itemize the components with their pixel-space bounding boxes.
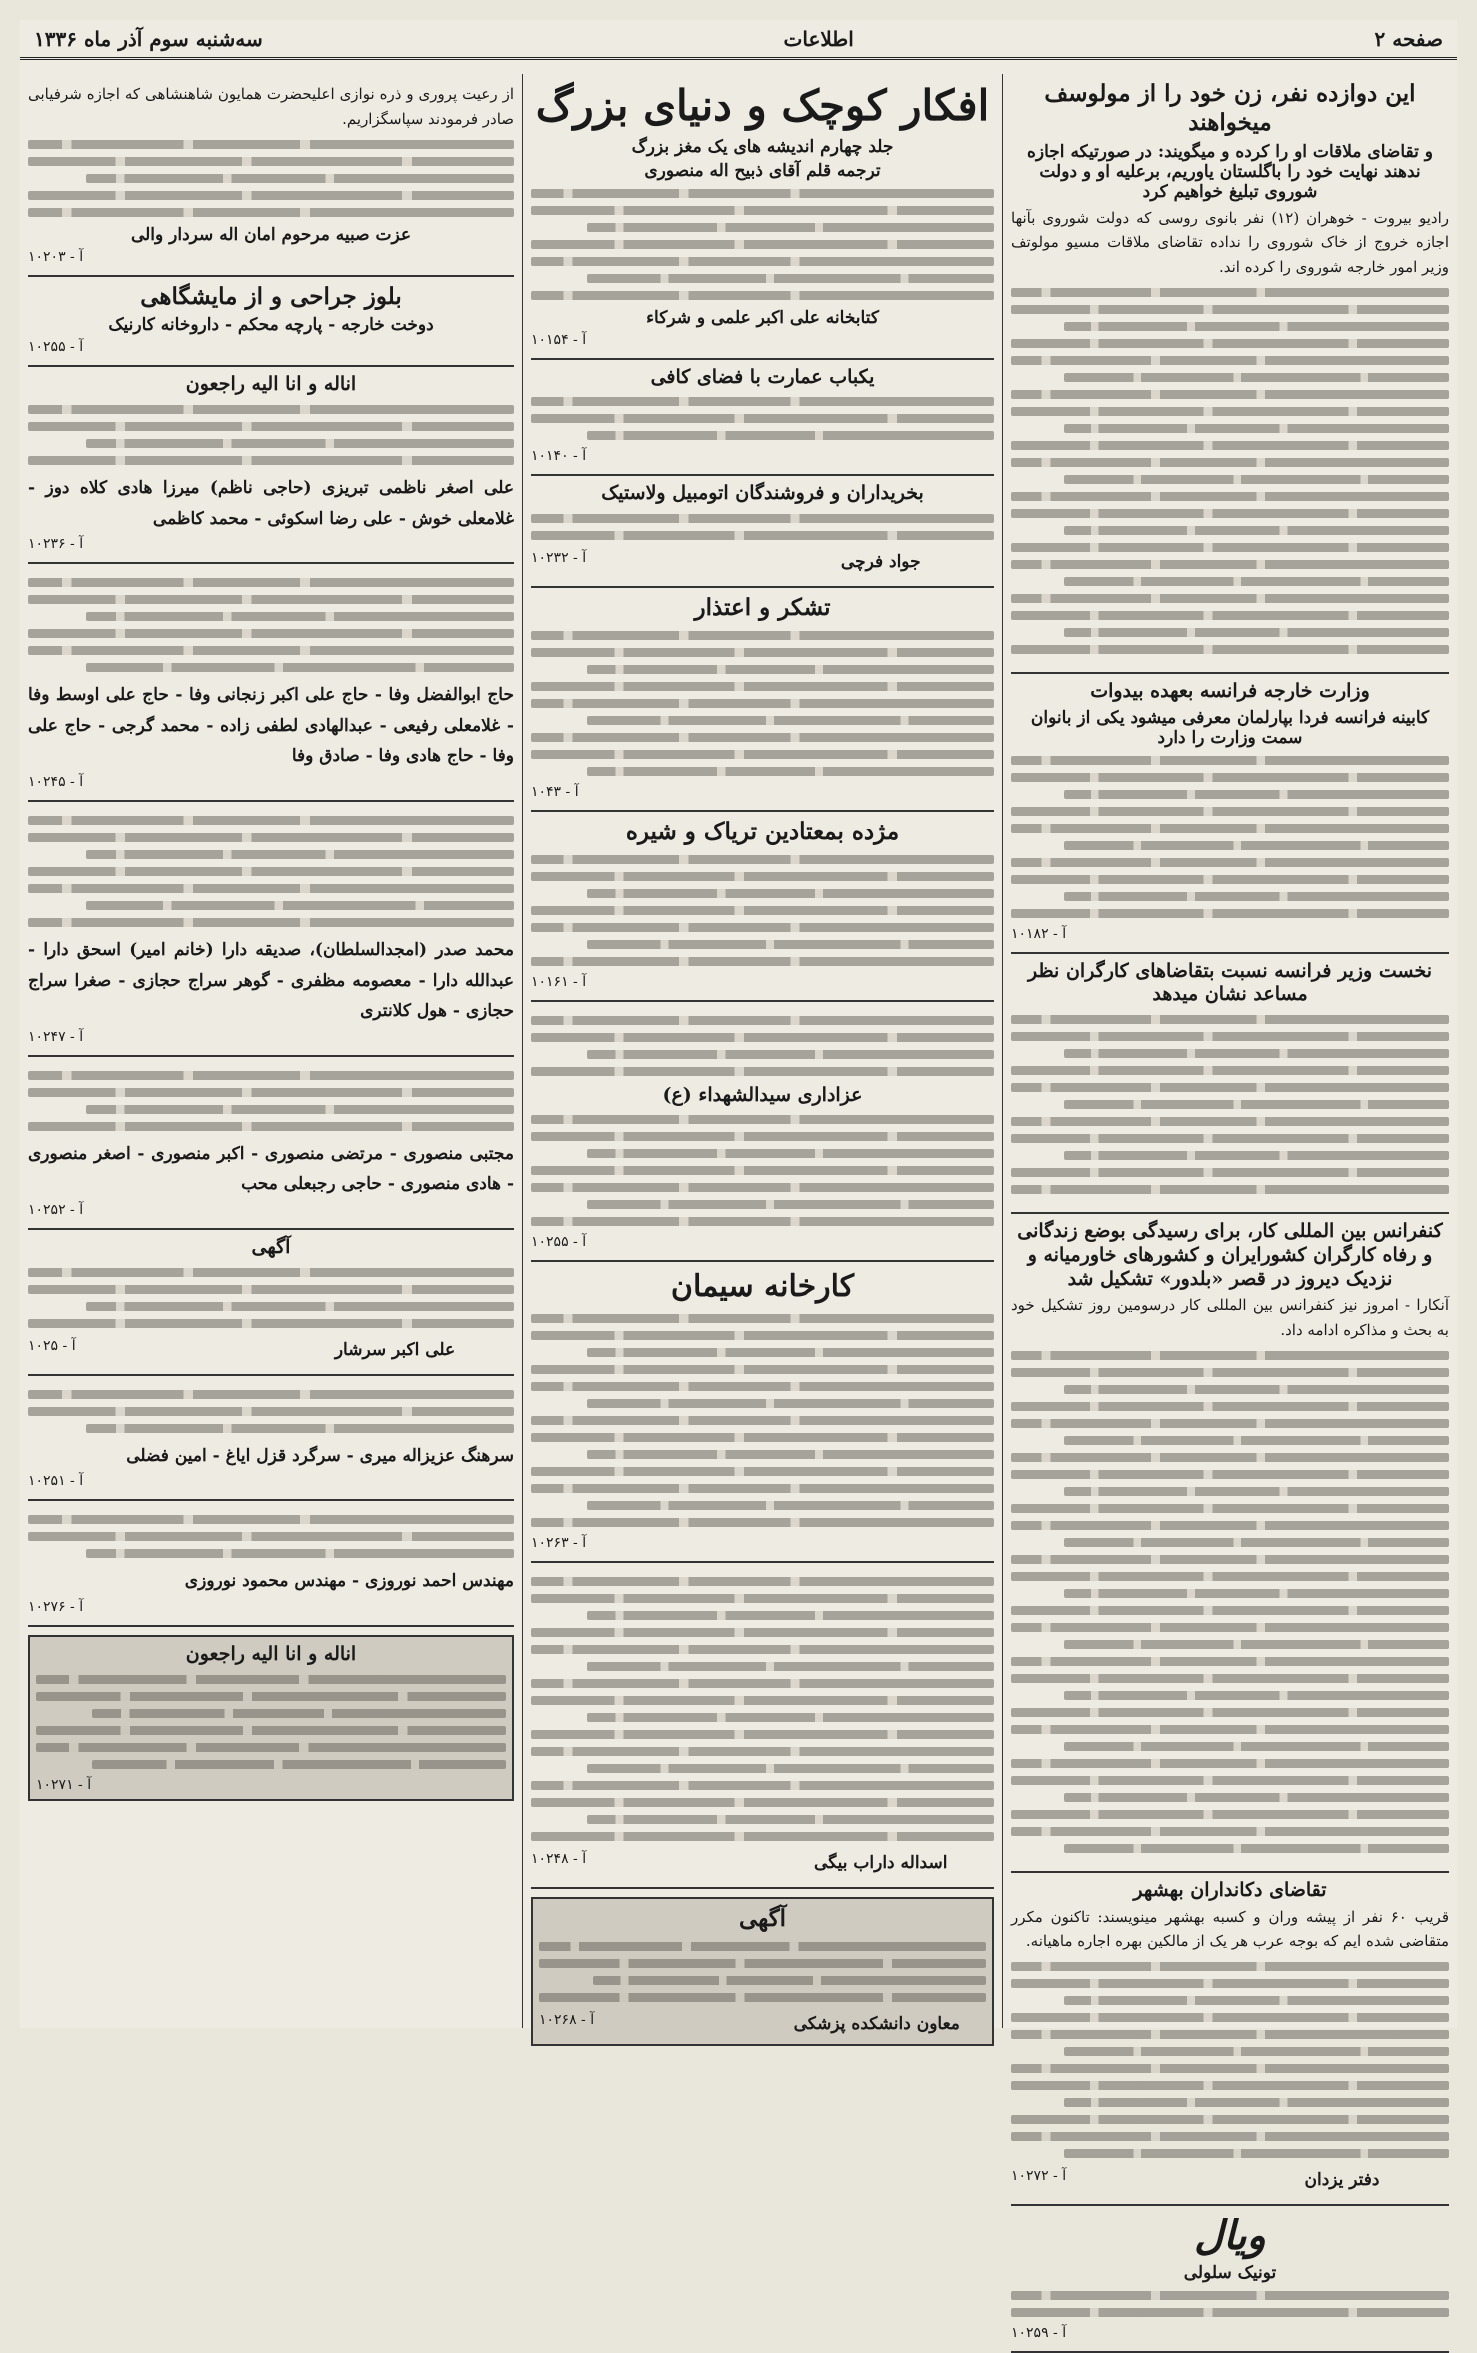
vafa-family-names: حاج ابوالفضل وفا - حاج علی اکبر زنجانی وفا - حاج علی اوسط وفا - غلامعلی رفیعی - عبدالهادی لطفی زاده - محمد گرجی - حاج علی وفا - حاج هادی وفا - صادق وفا — [28, 685, 514, 767]
employment-code: آ - ۱۰۲۴۸ — [531, 1850, 587, 1867]
petition-article — [1011, 1873, 1449, 2206]
surgical-gown-sub: دوخت خارجه - پارچه محکم - داروخانه کارنیک — [108, 315, 434, 336]
opium-headline: مژده بمعتادین تریاک و شیره — [625, 817, 900, 845]
medical-school-code: آ - ۱۰۲۶۸ — [539, 2011, 595, 2028]
opium-lines — [531, 855, 994, 966]
book-lines — [531, 189, 994, 300]
france-cabinet-lines — [1011, 756, 1449, 918]
vafa-family-lines — [28, 578, 514, 672]
petition-headline: تقاضای دکانداران بهشهر — [1133, 1878, 1327, 1901]
tonic-lines — [1011, 2291, 1449, 2317]
cement-factory-ad — [531, 1262, 994, 1563]
surgical-gown-ad — [28, 277, 514, 368]
miri-family-code: آ - ۱۰۲۵۱ — [28, 1473, 84, 1490]
mourning-code: آ - ۱۰۲۵۵ — [531, 1234, 587, 1251]
notice-lines — [28, 1268, 514, 1328]
lead-headline: این دوازده نفر، زن خود را از مولوسف میخواهند — [1044, 80, 1416, 136]
condolence-notice-1 — [28, 367, 514, 564]
nowrouzi-family-code: آ - ۱۰۲۷۶ — [28, 1598, 84, 1615]
nowrouzi-family-notice — [28, 1501, 514, 1627]
property-ad — [531, 360, 994, 477]
workers-headline: نخست وزیر فرانسه نسبت بتقاضاهای کارگران نظر مساعد نشان میدهد — [1027, 959, 1433, 1006]
center-column — [522, 74, 1002, 2034]
mansouri-family-lines — [28, 1071, 514, 1131]
cement-factory-headline: کارخانه سیمان — [670, 1269, 855, 1305]
final-condolence-notice — [28, 1635, 514, 1801]
lead-body: رادیو بیروت - خوهران (۱۲) نفر بانوی روسی که دولت شوروی بآنها اجازه خروج از خاک شوروی را نداده تقاضای ملاقات مسیو مولوتف وزیر امور خارجه شوروی را کرده اند. — [1011, 208, 1449, 276]
tonic-brand: ویال — [1194, 2212, 1266, 2259]
medical-school-lines — [539, 1942, 986, 2002]
lead-subheadline: و تقاضای ملاقات او را کرده و میگویند: در صورتیکه اجازه ندهند نهایت خود را باگلستان یاوریم، برعلیه او و دولت شوروی تبلیغ خواهیم کرد — [1027, 141, 1433, 202]
book-ad — [531, 74, 994, 360]
lead-article — [1011, 74, 1449, 674]
nowrouzi-family-names: مهندس احمد نوروزی - مهندس محمود نوروزی — [184, 1571, 514, 1592]
dara-family-names: محمد صدر (امجدالسلطان)، صدیقه دارا (خانم امیر) اسحق دارا - عبدالله دارا - معصومه مظفری - گوهر سراج حجازی - صغرا سراج حجازی - هول کلانتری — [28, 939, 514, 1022]
medical-school-signature: معاون دانشکده پزشکی — [793, 2013, 960, 2034]
masthead — [20, 20, 1457, 60]
book-code: آ - ۱۰۱۵۴ — [531, 331, 587, 348]
dara-family-code: آ - ۱۰۲۴۷ — [28, 1028, 84, 1045]
left-column — [20, 74, 522, 2028]
gratitude-code: آ - ۱۰۲۰۳ — [28, 248, 84, 265]
miri-family-notice — [28, 1376, 514, 1502]
miri-family-names: سرهنگ عزیزاله میری - سرگرد قزل ایاغ - امین فضلی — [126, 1445, 514, 1466]
labor-conference-lines — [1011, 1351, 1449, 1853]
property-lines — [531, 397, 994, 440]
thanks-notice — [531, 588, 994, 812]
thanks-lines — [531, 631, 994, 776]
final-condolence-headline: اناله و انا الیه راجعون — [185, 1642, 357, 1665]
paper-name: اطلاعات — [783, 26, 854, 51]
workers-lines — [1011, 1015, 1449, 1194]
surgical-gown-code: آ - ۱۰۲۵۵ — [28, 339, 84, 356]
mourning-notice — [531, 1002, 994, 1263]
medical-school-headline: آگهی — [738, 1904, 787, 1932]
dara-family-lines — [28, 816, 514, 927]
gratitude-lines — [28, 140, 514, 217]
final-condolence-code: آ - ۱۰۲۷۱ — [36, 1776, 92, 1793]
issue-date: سه‌شنبه سوم آذر ماه ۱۳۳۶ — [34, 26, 263, 51]
car-headline: بخریداران و فروشندگان اتومبیل ولاستیک — [601, 482, 924, 505]
france-cabinet-headline: وزارت خارجه فرانسه بعهده بیدوات — [1090, 679, 1370, 702]
tonic-code: آ - ۱۰۲۵۹ — [1011, 2325, 1067, 2341]
france-cabinet-article — [1011, 674, 1449, 954]
petition-code: آ - ۱۰۲۷۲ — [1011, 2168, 1067, 2184]
thanks-headline: تشکر و اعتذار — [694, 594, 831, 621]
gratitude-notice — [28, 74, 514, 277]
employment-notice — [531, 1563, 994, 1889]
dara-family-notice — [28, 802, 514, 1057]
mansouri-family-notice — [28, 1057, 514, 1230]
car-signature: جواد فرچی — [840, 552, 921, 572]
vafa-family-code: آ - ۱۰۲۴۵ — [28, 773, 84, 790]
gratitude-signature: عزت صبیه مرحوم امان اله سردار والی — [130, 224, 412, 245]
condolence-names-1: علی اصغر ناظمی تبریزی (حاجی ناظم) میرزا هادی کلاه دوز - غلامعلی خوش - علی رضا اسکوئی - محمد کاظمی — [28, 478, 514, 529]
notice-headline: آگهی — [251, 1235, 291, 1258]
car-ad — [531, 476, 994, 588]
tonic-sub: تونیک سلولی — [1183, 2263, 1277, 2283]
lead-body-lines — [1011, 288, 1449, 654]
gratitude-body: از رعیت پروری و ذره نوازی اعلیحضرت همایون شاهنشاهی که اجازه شرفیابی صادر فرمودند سپاسگزاریم. — [28, 85, 514, 128]
notice-ad — [28, 1230, 514, 1376]
book-headline: افکار کوچک و دنیای بزرگ — [535, 81, 990, 130]
mourning-lines — [531, 1115, 994, 1226]
notice-signature: علی اکبر سرشار — [334, 1339, 456, 1360]
car-code: آ - ۱۰۲۳۲ — [531, 550, 587, 566]
mansouri-family-names: مجتبی منصوری - مرتضی منصوری - اکبر منصوری - اصغر منصوری - هادی منصوری - حاجی رجبعلی محب — [28, 1143, 514, 1195]
property-code: آ - ۱۰۱۴۰ — [531, 448, 587, 465]
employment-lines — [531, 1577, 994, 1841]
employment-signature: اسداله داراب بیگی — [814, 1852, 948, 1873]
petition-body: قریب ۶۰ نفر از پیشه وران و کسبه بهشهر مینویسند: تاکنون مکرر متقاضی شده ایم که بوجه عرب هر یک از مالکین بهره اجاره ماهیانه. — [1011, 1907, 1449, 1951]
labor-conference-article — [1011, 1214, 1449, 1873]
cement-factory-lines — [531, 1314, 994, 1527]
right-column — [1002, 74, 1457, 2341]
medical-school-ad — [531, 1897, 994, 2046]
final-condolence-lines — [36, 1675, 506, 1769]
book-signature: کتابخانه علی اکبر علمی و شرکاء — [646, 307, 879, 328]
tonic-ad — [1011, 2206, 1449, 2353]
mansouri-family-code: آ - ۱۰۲۵۲ — [28, 1201, 84, 1218]
mourning-headline: عزاداری سیدالشهداء (ع) — [662, 1083, 863, 1106]
notice-code: آ - ۱۰۲۵ — [28, 1337, 76, 1354]
book-translator: ترجمه قلم آقای ذبیح اله منصوری — [644, 160, 881, 181]
condolence-code-1: آ - ۱۰۲۳۶ — [28, 536, 84, 553]
labor-conference-headline: کنفرانس بین المللی کار، برای رسیدگی بوضع زندگانی و رفاه کارگران کشورایران و کشورهای خاورمیانه و نزدیک دیروز در قصر «بلدور» تشکیل شد — [1017, 1220, 1443, 1290]
opium-code: آ - ۱۰۱۶۱ — [531, 973, 587, 990]
labor-conference-body: آنکارا - امروز نیز کنفرانس بین المللی کار درسومین روز تشکیل خود به بحث و مذاکره ادامه داد. — [1011, 1296, 1449, 1339]
petition-signature: دفتر یزدان — [1304, 2170, 1380, 2190]
france-cabinet-code: آ - ۱۰۱۸۲ — [1011, 925, 1067, 942]
thanks-code: آ - ۱۰۴۳ — [531, 783, 579, 800]
property-headline: یکباب عمارت با فضای کافی — [650, 365, 875, 388]
petition-lines — [1011, 1962, 1449, 2158]
book-sub: جلد چهارم اندیشه های یک مغز بزرگ — [631, 136, 894, 157]
condolence-headline-1: اناله و انا الیه راجعون — [185, 373, 357, 396]
opium-ad — [531, 812, 994, 1002]
france-cabinet-sub: کابینه فرانسه فردا بپارلمان معرفی میشود یکی از بانوان سمت وزارت را دارد — [1030, 707, 1430, 748]
vafa-family-notice — [28, 564, 514, 802]
miri-family-lines — [28, 1390, 514, 1433]
mourning-intro-lines — [531, 1016, 994, 1076]
newspaper-page — [20, 20, 1457, 2341]
page-number: صفحه ۲ — [1374, 26, 1443, 51]
nowrouzi-family-lines — [28, 1515, 514, 1558]
condolence-lines-1 — [28, 405, 514, 465]
surgical-gown-headline: بلوز جراحی و از مایشگاهی — [140, 282, 402, 310]
car-lines — [531, 514, 994, 540]
cement-factory-code: آ - ۱۰۲۶۳ — [531, 1534, 587, 1551]
workers-article — [1011, 954, 1449, 1215]
